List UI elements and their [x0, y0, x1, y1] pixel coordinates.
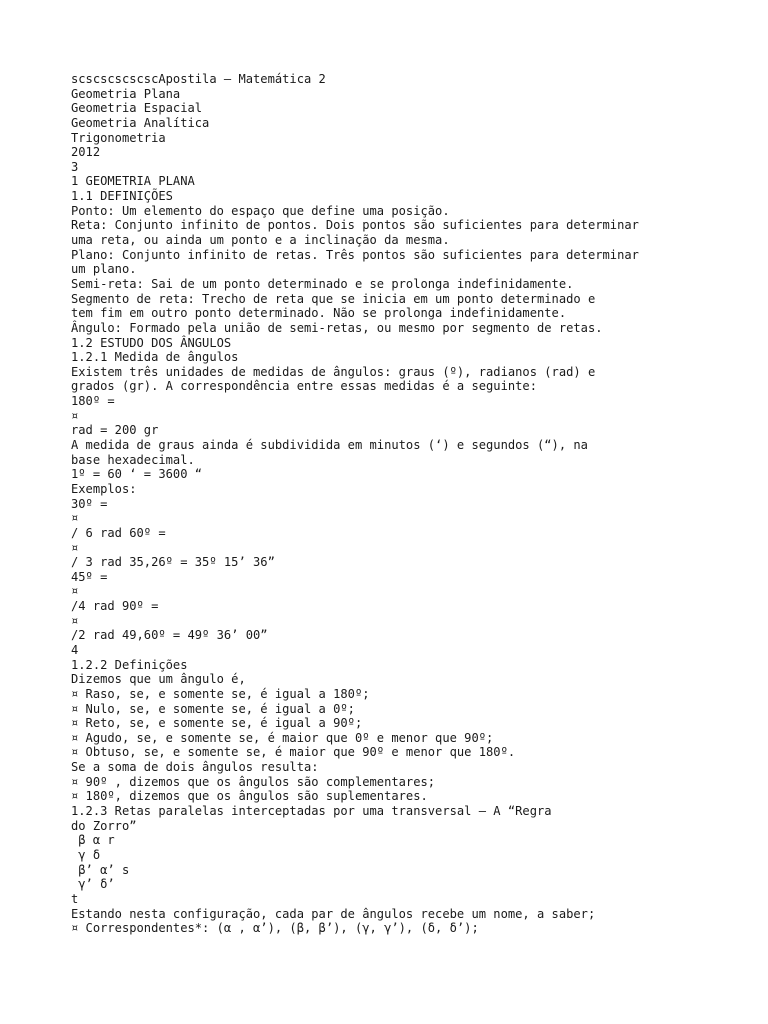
text-line: /2 rad 49,60º = 49º 36’ 00” — [71, 628, 268, 643]
text-line: ¤ Raso, se, e somente se, é igual a 180º; — [71, 686, 370, 701]
text-line: γ’ δ’ — [71, 877, 115, 892]
text-line: 4 — [71, 642, 79, 657]
text-line: t — [71, 891, 79, 906]
text-line: 2012 — [71, 145, 101, 160]
text-line: tem fim em outro ponto determinado. Não se prolonga indefinidamente. — [71, 306, 567, 321]
text-line: 3 — [71, 159, 79, 174]
text-line: ¤ Reto, se, e somente se, é igual a 90º; — [71, 716, 363, 731]
text-line: um plano. — [71, 262, 137, 277]
text-line: Se a soma de dois ângulos resulta: — [71, 760, 319, 775]
text-line: 1.2.1 Medida de ângulos — [71, 350, 239, 365]
text-line: β α r — [71, 833, 115, 848]
text-line: A medida de graus ainda é subdividida em minutos (‘) e segundos (“), na — [71, 438, 588, 453]
text-line: 1.2.2 Definições — [71, 657, 188, 672]
text-line: ¤ — [71, 511, 79, 526]
text-line: ¤ Agudo, se, e somente se, é maior que 0º e menor que 90º; — [71, 730, 494, 745]
text-line: 1.1 DEFINIÇÕES — [71, 189, 173, 204]
text-line: ¤ — [71, 540, 79, 555]
text-line: scscscscscscApostila – Matemática 2 — [71, 72, 326, 86]
text-line: do Zorro” — [71, 818, 137, 833]
text-line: Geometria Espacial — [71, 101, 203, 116]
text-line: uma reta, ou ainda um ponto e a inclinação da mesma. — [71, 233, 450, 248]
text-line: base hexadecimal. — [71, 452, 195, 467]
text-line: Dizemos que um ângulo é, — [71, 672, 246, 687]
text-line: ¤ Correspondentes*: (α , α’), (β, β’), (γ, γ’), (δ, δ’); — [71, 921, 479, 936]
text-line: 1.2.3 Retas paralelas interceptadas por uma transversal – A “Regra — [71, 804, 552, 819]
text-line: Ângulo: Formado pela união de semi-retas, ou mesmo por segmento de retas. — [71, 320, 603, 335]
text-line: 45º = — [71, 569, 108, 584]
text-line: Existem três unidades de medidas de ângulos: graus (º), radianos (rad) e — [71, 364, 596, 379]
text-line: β’ α’ s — [71, 862, 130, 877]
document-page — [71, 72, 751, 936]
text-line: ¤ — [71, 584, 79, 599]
text-line: /4 rad 90º = — [71, 599, 159, 614]
text-line: ¤ 180º, dizemos que os ângulos são suplementares. — [71, 789, 428, 804]
text-line: ¤ — [71, 613, 79, 628]
text-line: rad = 200 gr — [71, 423, 159, 438]
text-line: / 6 rad 60º = — [71, 525, 166, 540]
text-line: ¤ Nulo, se, e somente se, é igual a 0º; — [71, 701, 355, 716]
text-line: Ponto: Um elemento do espaço que define uma posição. — [71, 203, 450, 218]
text-line: 1 GEOMETRIA PLANA — [71, 174, 195, 189]
text-line: / 3 rad 35,26º = 35º 15’ 36” — [71, 555, 275, 570]
text-line: Semi-reta: Sai de um ponto determinado e se prolonga indefinidamente. — [71, 276, 574, 291]
text-line: grados (gr). A correspondência entre essas medidas é a seguinte: — [71, 379, 537, 394]
text-line: Geometria Plana — [71, 86, 181, 101]
text-line: 1.2 ESTUDO DOS ÂNGULOS — [71, 335, 232, 350]
text-line: 30º = — [71, 496, 108, 511]
text-line: Reta: Conjunto infinito de pontos. Dois pontos são suficientes para determinar — [71, 218, 639, 233]
text-line: Segmento de reta: Trecho de reta que se inicia em um ponto determinado e — [71, 291, 596, 306]
text-line: ¤ 90º , dizemos que os ângulos são complementares; — [71, 774, 436, 789]
text-line: Plano: Conjunto infinito de retas. Três pontos são suficientes para determinar — [71, 247, 639, 262]
text-line: ¤ Obtuso, se, e somente se, é maior que 90º e menor que 180º. — [71, 745, 516, 760]
text-line: Trigonometria — [71, 130, 166, 145]
text-line: 180º = — [71, 394, 115, 409]
text-line: Geometria Analítica — [71, 115, 210, 130]
text-line: Exemplos: — [71, 481, 137, 496]
text-line: ¤ — [71, 408, 79, 423]
text-line: 1º = 60 ‘ = 3600 “ — [71, 467, 203, 482]
text-line: Estando nesta configuração, cada par de ângulos recebe um nome, a saber; — [71, 906, 596, 921]
text-line: γ δ — [71, 847, 101, 862]
